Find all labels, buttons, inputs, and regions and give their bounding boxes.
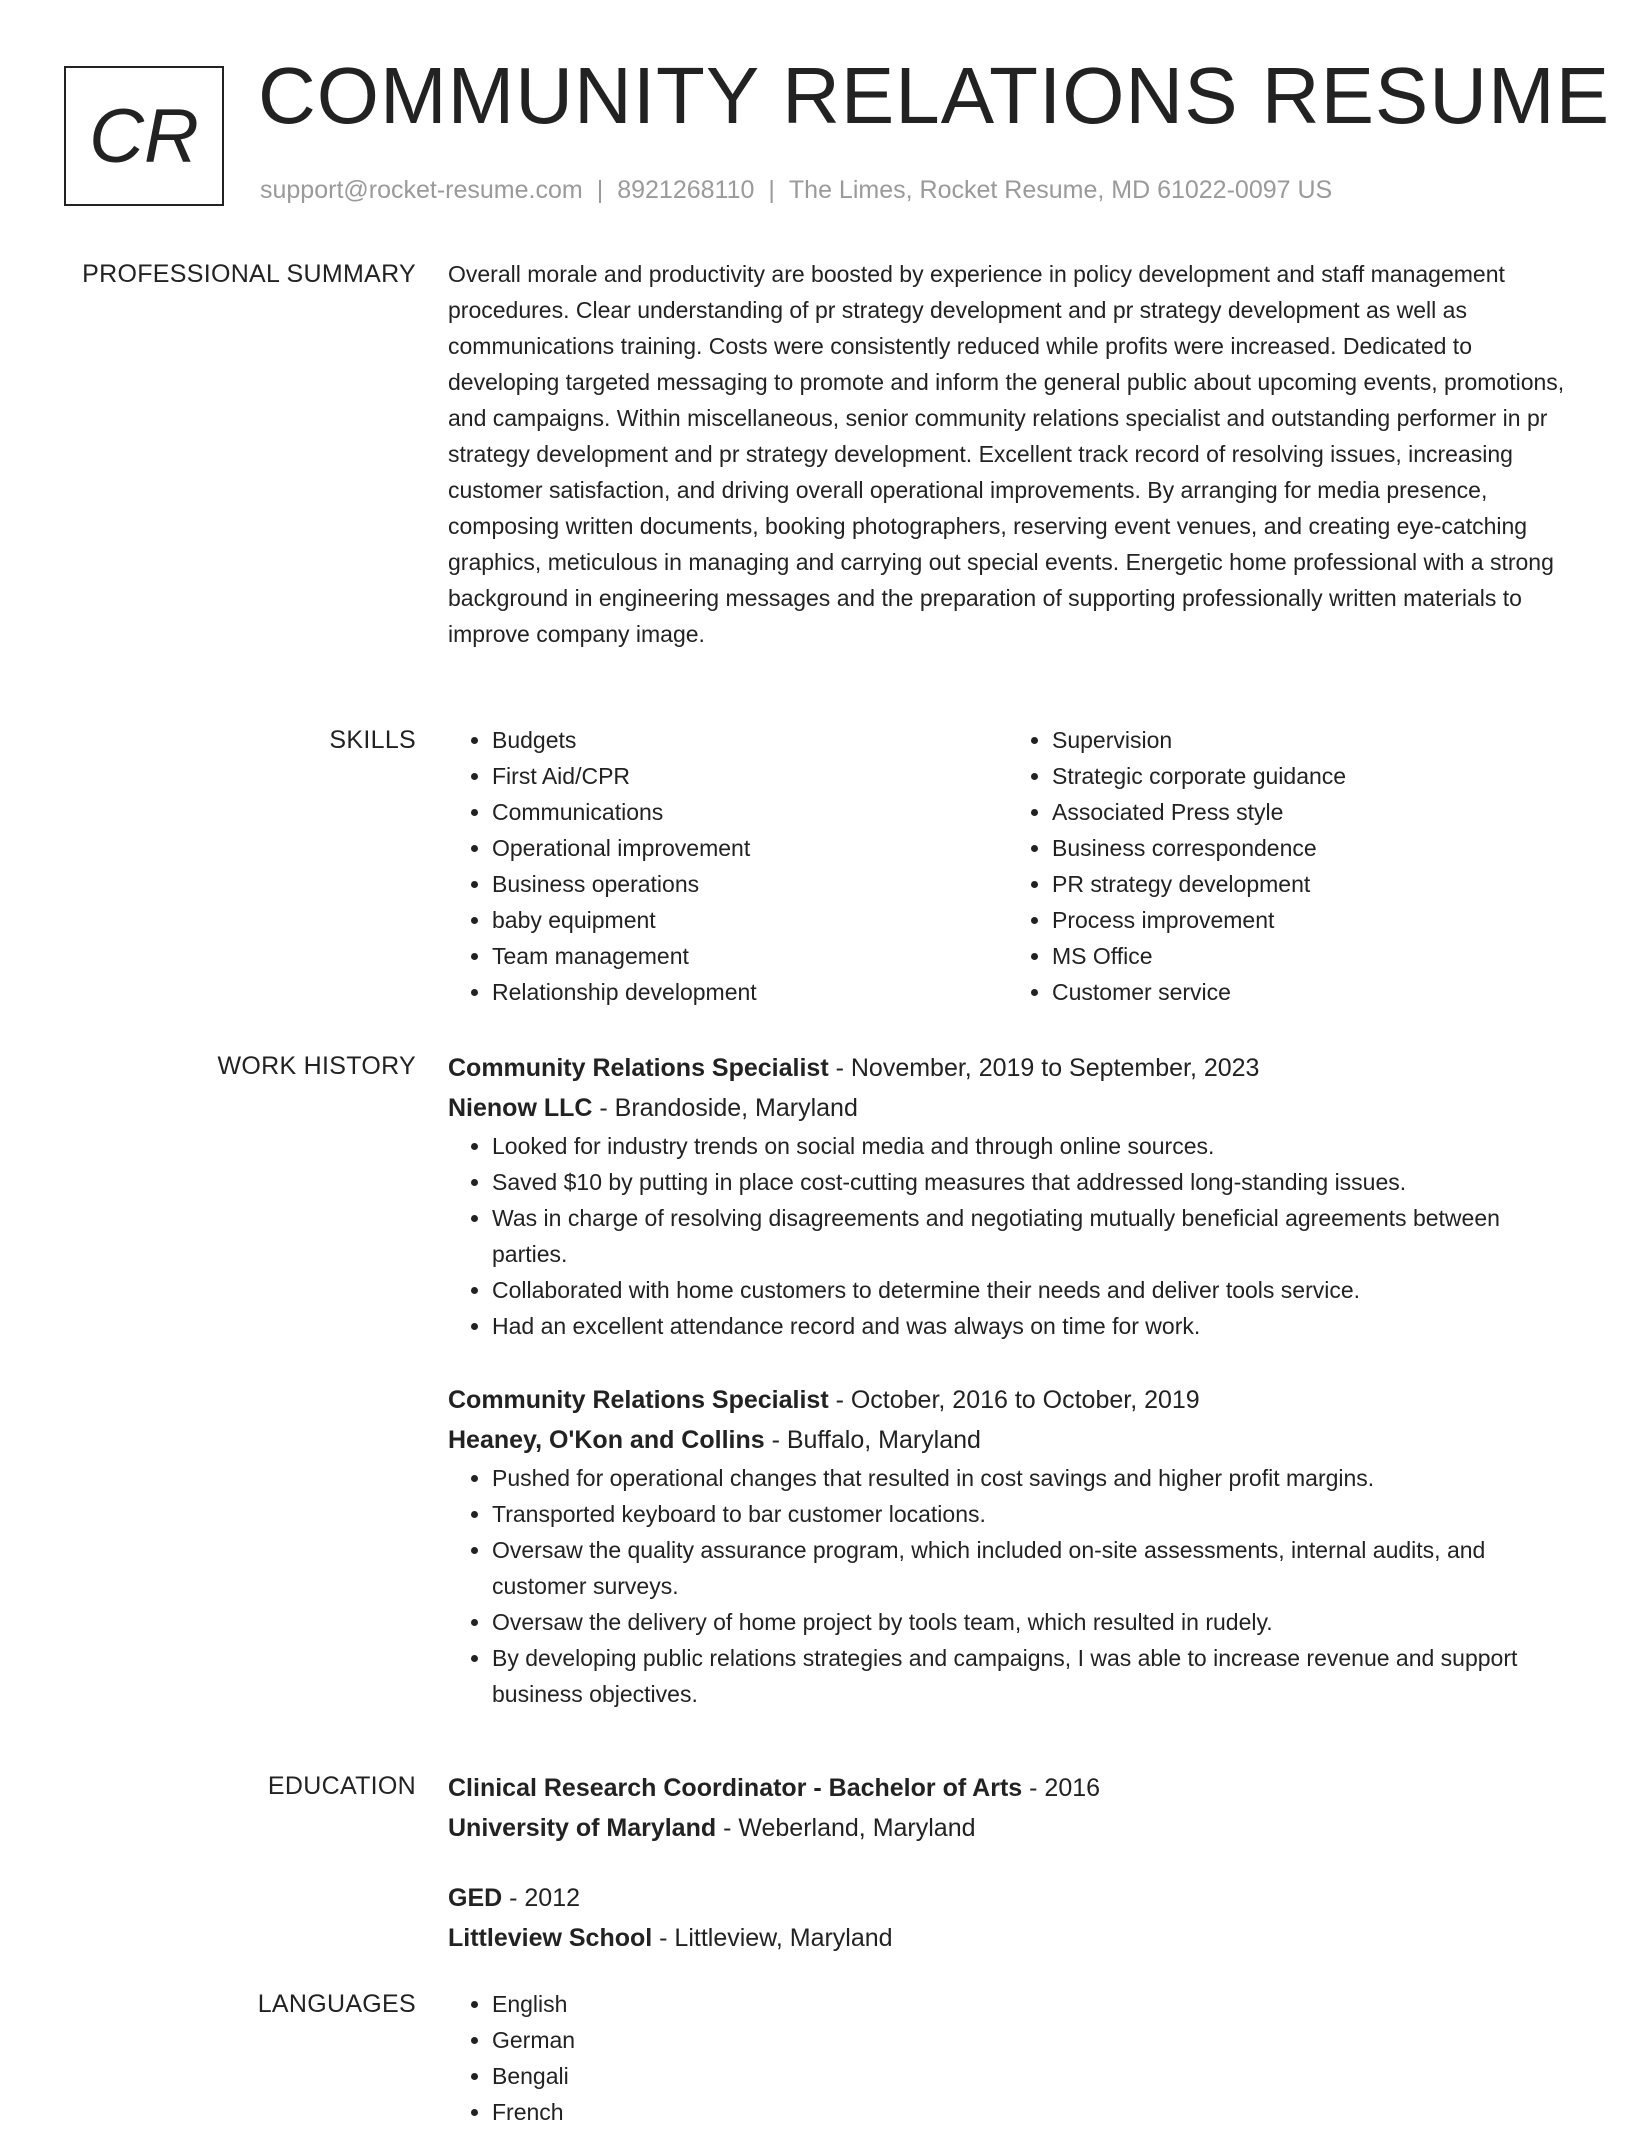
job-company: Heaney, O'Kon and Collins (448, 1426, 765, 1454)
education-school-line (448, 1918, 1568, 1958)
education-school: University of Maryland (448, 1814, 717, 1842)
job-bullet: • Collaborated with home customers to determine their needs and deliver tools service. (492, 1272, 1568, 1308)
education-location: - Weberland, Maryland (716, 1814, 976, 1842)
languages-body (448, 1986, 1568, 2130)
skills-list-right (1008, 722, 1568, 1010)
work-history-body (448, 1048, 1568, 1748)
skill-item: • Strategic corporate guidance (1052, 758, 1568, 794)
skills-list-left (448, 722, 1008, 1010)
job-bullet: • Transported keyboard to bar customer locations. (492, 1496, 1568, 1532)
education-degree-line (448, 1768, 1568, 1808)
job-bullet: • Pushed for operational changes that resulted in cost savings and higher profit margins. (492, 1460, 1568, 1496)
skills-label: SKILLS (329, 726, 416, 754)
education-body (448, 1768, 1568, 1988)
skill-item: • Associated Press style (1052, 794, 1568, 830)
resume-title: COMMUNITY RELATIONS RESUME (258, 51, 1611, 140)
job-bullets (448, 1128, 1568, 1344)
skill-item: • First Aid/CPR (492, 758, 1008, 794)
job-title-line (448, 1380, 1568, 1420)
job-entry (448, 1048, 1568, 1344)
contact-line (260, 176, 1332, 205)
work-history-label: WORK HISTORY (217, 1052, 416, 1080)
contact-phone: 8921268110 (617, 176, 755, 204)
skill-item: • Process improvement (1052, 902, 1568, 938)
job-location: - Brandoside, Maryland (592, 1094, 858, 1122)
job-bullet: • Looked for industry trends on social media and through online sources. (492, 1128, 1568, 1164)
skill-item: • Communications (492, 794, 1008, 830)
skill-item: • Budgets (492, 722, 1008, 758)
contact-email: support@rocket-resume.com (260, 176, 583, 204)
summary-text: Overall morale and productivity are boosted by experience in policy development and staff management procedures. Clear understanding of pr strategy development and pr strategy development as well as communications training. Costs were consistently reduced while profits were increased. Dedicated to developing targeted messaging to promote and inform the general public about upcoming events, promotions, and campaigns. Within miscellaneous, senior community relations specialist and outstanding performer in pr strategy development and pr strategy development. Excellent track record of resolving issues, increasing customer satisfaction, and driving overall operational improvements. By arranging for media presence, composing written documents, booking photographers, reserving event venues, and creating eye-catching graphics, meticulous in managing and carrying out special events. Energetic home professional with a strong background in engineering messages and the preparation of supporting professionally written materials to improve company image. (448, 261, 1565, 647)
monogram-logo: CR (64, 66, 224, 206)
job-company: Nienow LLC (448, 1094, 593, 1122)
languages-label: LANGUAGES (257, 1990, 416, 2018)
job-bullet: • Oversaw the delivery of home project by tools team, which resulted in rudely. (492, 1604, 1568, 1640)
job-bullet: • Oversaw the quality assurance program, which included on-site assessments, internal audits, and customer surveys. (492, 1532, 1568, 1604)
languages-list (448, 1986, 1568, 2130)
language-item: • Bengali (492, 2058, 1568, 2094)
job-company-line (448, 1088, 1568, 1128)
skill-item: • Team management (492, 938, 1008, 974)
skill-item: • Supervision (1052, 722, 1568, 758)
skill-item: • MS Office (1052, 938, 1568, 974)
job-bullets (448, 1460, 1568, 1712)
skill-item: • Business operations (492, 866, 1008, 902)
education-year: - 2016 (1022, 1774, 1101, 1802)
skill-item: • Relationship development (492, 974, 1008, 1010)
skills-body (448, 722, 1568, 1010)
skill-item: • Customer service (1052, 974, 1568, 1010)
language-item: • English (492, 1986, 1568, 2022)
education-entry (448, 1878, 1568, 1958)
job-bullet: • By developing public relations strategies and campaigns, I was able to increase revenue and support business objectives. (492, 1640, 1568, 1712)
job-location: - Buffalo, Maryland (764, 1426, 981, 1454)
contact-separator: | (596, 176, 604, 204)
job-title: Community Relations Specialist (448, 1054, 829, 1082)
job-company-line (448, 1420, 1568, 1460)
job-dates: - November, 2019 to September, 2023 (828, 1054, 1260, 1082)
job-entry (448, 1380, 1568, 1712)
education-degree-line (448, 1878, 1568, 1918)
skill-item: • baby equipment (492, 902, 1008, 938)
job-bullet: • Was in charge of resolving disagreements and negotiating mutually beneficial agreements between parties. (492, 1200, 1568, 1272)
language-item: • French (492, 2094, 1568, 2130)
education-degree: GED (448, 1884, 503, 1912)
skill-item: • Operational improvement (492, 830, 1008, 866)
education-degree: Clinical Research Coordinator - Bachelor of Arts (448, 1774, 1023, 1802)
contact-separator: | (768, 176, 775, 204)
education-school-line (448, 1808, 1568, 1848)
education-year: - 2012 (502, 1884, 581, 1912)
summary-label: PROFESSIONAL SUMMARY (82, 260, 416, 288)
education-school: Littleview School (448, 1924, 653, 1952)
contact-address: The Limes, Rocket Resume, MD 61022-0097 US (788, 176, 1333, 204)
job-dates: - October, 2016 to October, 2019 (828, 1386, 1200, 1414)
job-title: Community Relations Specialist (448, 1386, 829, 1414)
job-bullet: • Had an excellent attendance record and was always on time for work. (492, 1308, 1568, 1344)
job-title-line (448, 1048, 1568, 1088)
summary-body (448, 256, 1568, 652)
skill-item: • Business correspondence (1052, 830, 1568, 866)
skill-item: • PR strategy development (1052, 866, 1568, 902)
education-location: - Littleview, Maryland (652, 1924, 893, 1952)
job-bullet: • Saved $10 by putting in place cost-cutting measures that addressed long-standing issues. (492, 1164, 1568, 1200)
language-item: • German (492, 2022, 1568, 2058)
education-label: EDUCATION (267, 1772, 416, 1800)
education-entry (448, 1768, 1568, 1848)
